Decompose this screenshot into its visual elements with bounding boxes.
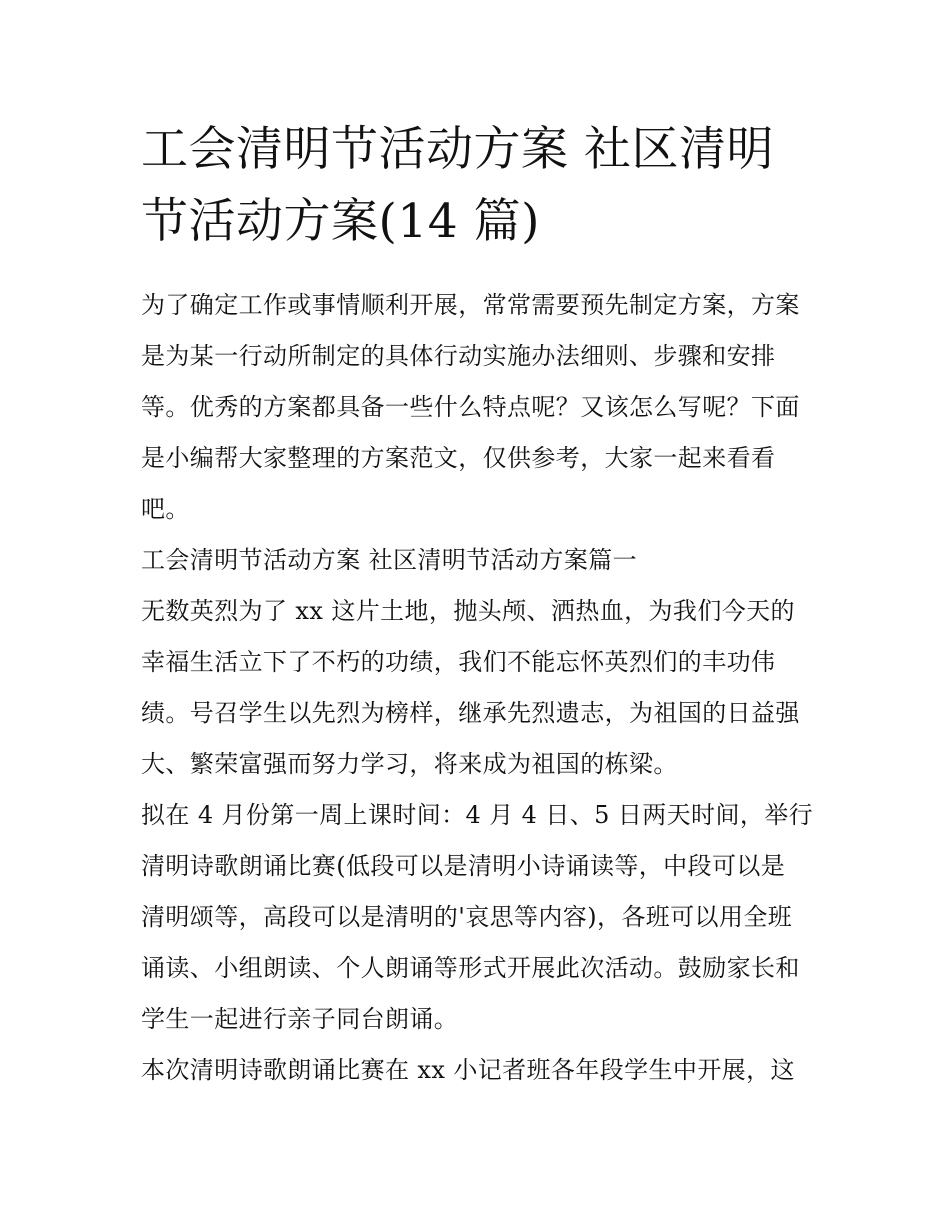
text-line: 为了确定工作或事情顺利开展，常常需要预先制定方案，方案 (141, 291, 800, 319)
text-line: 诵读、小组朗读、个人朗诵等形式开展此次活动。鼓励家长和 (141, 954, 800, 982)
text-line: 吧。 (141, 495, 190, 523)
body-paragraph (141, 1045, 821, 1096)
title-line: 工会清明节活动方案 社区清明 (141, 122, 774, 177)
text-line: 是为某一行动所制定的具体行动实施办法细则、步骤和安排 (141, 342, 776, 370)
text-line: 本次清明诗歌朗诵比赛在 xx 小记者班各年段学生中开展，这 (141, 1056, 795, 1084)
document-title (141, 114, 821, 258)
body-paragraph (141, 790, 821, 1045)
section-heading (141, 535, 821, 586)
text-line: 无数英烈为了 xx 这片土地，抛头颅、洒热血，为我们今天的 (141, 597, 795, 625)
text-line: 拟在 4 月份第一周上课时间：4 月 4 日、5 日两天时间，举行 (141, 801, 814, 829)
text-line: 大、繁荣富强而努力学习，将来成为祖国的栋梁。 (141, 750, 678, 778)
intro-paragraph (141, 280, 821, 535)
text-line: 是小编帮大家整理的方案范文，仅供参考，大家一起来看看 (141, 444, 776, 472)
text-line: 绩。号召学生以先烈为榜样，继承先烈遗志，为祖国的日益强 (141, 699, 800, 727)
body-paragraph (141, 586, 821, 790)
text-line: 等。优秀的方案都具备一些什么特点呢？又该怎么写呢？下面 (141, 393, 800, 421)
text-line: 工会清明节活动方案 社区清明节活动方案篇一 (141, 546, 638, 574)
text-line: 清明诗歌朗诵比赛(低段可以是清明小诗诵读等，中段可以是 (141, 852, 786, 880)
title-line: 节活动方案(14 篇) (141, 194, 540, 249)
text-line: 幸福生活立下了不朽的功绩，我们不能忘怀英烈们的丰功伟 (141, 648, 776, 676)
text-line: 清明颂等，高段可以是清明的'哀思等内容)，各班可以用全班 (141, 903, 793, 931)
document-page (141, 114, 821, 1096)
text-line: 学生一起进行亲子同台朗诵。 (141, 1005, 459, 1033)
